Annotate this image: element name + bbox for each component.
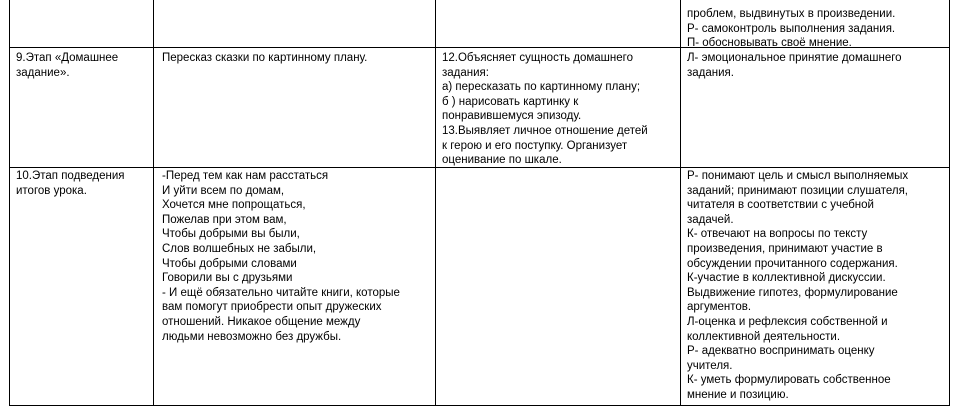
teacher-line: 12.Объясняет сущность домашнего [442,52,633,64]
summary-uud-cell [687,169,945,403]
teacher-line: а) пересказать по картинному плану; [442,81,641,94]
uud-line: К- отвечают на вопросы по тексту [687,228,868,241]
content-line: - И ещё обязательно читайте книги, которые [162,286,400,299]
poem-line: Пожелав при этом вам, [162,213,287,226]
content-line: людьми невозможно без дружбы. [162,330,342,343]
uud-line: обсуждении прочитанного содержания. [687,257,898,270]
uud-line: Р- самоконтроль выполнения задания. [687,22,896,35]
poem-line: Чтобы добрыми вы были, [162,228,300,241]
content-line: вам помогут приобрести опыт дружеских [162,301,382,314]
uud-line: заданий; принимают позиции слушателя, [687,184,909,197]
uud-line: задания. [687,66,734,79]
content-line: отношений. Никакое общение между [162,315,361,328]
uud-line: К- уметь формулировать собственное [687,374,891,387]
uud-line: читателя в соответствии с учебной [687,199,874,212]
teacher-line: б ) нарисовать картинку к [442,95,579,108]
uud-line: аргументов. [687,301,752,314]
teacher-line: оценивание по шкале. [442,154,562,167]
uud-line: произведения, принимают участие в [687,242,883,255]
poem-line: Хочется мне попрощаться, [162,199,306,212]
uud-line: учителя. [687,359,733,372]
row-continued-uud-cell [687,7,945,51]
uud-line: проблем, выдвинутых в произведении. [687,8,896,20]
uud-line: Л-оценка и рефлексия собственной и [687,315,888,328]
column-divider [680,0,681,405]
uud-line: коллективной деятельности. [687,330,841,343]
poem-line: -Перед тем как нам расстаться [162,170,329,182]
poem-line: И уйти всем по домам, [162,184,285,197]
homework-stage-cell [16,51,150,80]
column-divider [435,0,436,405]
stage-line: итогов урока. [16,184,87,197]
teacher-line: задания: [442,66,489,79]
stage-line: 10.Этап подведения [16,170,125,182]
teacher-line: 13.Выявляет личное отношение детей [442,124,648,137]
column-divider [153,0,154,405]
poem-line: Говорили вы с друзьями [162,272,293,285]
stage-line: задание». [16,66,70,79]
homework-teacher-cell [442,51,678,168]
uud-line: Выдвижение гипотез, формулирование [687,286,898,299]
homework-content-cell [162,51,432,66]
teacher-line: к герою и его поступку. Организует [442,139,628,152]
uud-line: Р- понимают цель и смысл выполняемых [687,170,909,182]
summary-stage-cell [16,169,150,198]
teacher-line: понравившемуся эпизоду. [442,110,582,123]
summary-content-cell [162,169,432,344]
uud-line: П- обосновывать своё мнение. [687,37,852,50]
poem-line: Слов волшебных не забыли, [162,242,317,255]
lesson-table [9,0,950,406]
uud-line: задачей. [687,213,734,226]
content-line: Пересказ сказки по картинному плану. [162,52,368,64]
uud-line: мнение и позицию. [687,388,789,401]
uud-line: Л- эмоциональное принятие домашнего [687,52,902,64]
uud-line: Р- адекватно воспринимать оценку [687,345,875,358]
stage-line: 9.Этап «Домашнее [16,52,119,64]
uud-line: К-участие в коллективной дискуссии. [687,272,886,285]
homework-uud-cell [687,51,945,80]
poem-line: Чтобы добрыми словами [162,257,297,270]
